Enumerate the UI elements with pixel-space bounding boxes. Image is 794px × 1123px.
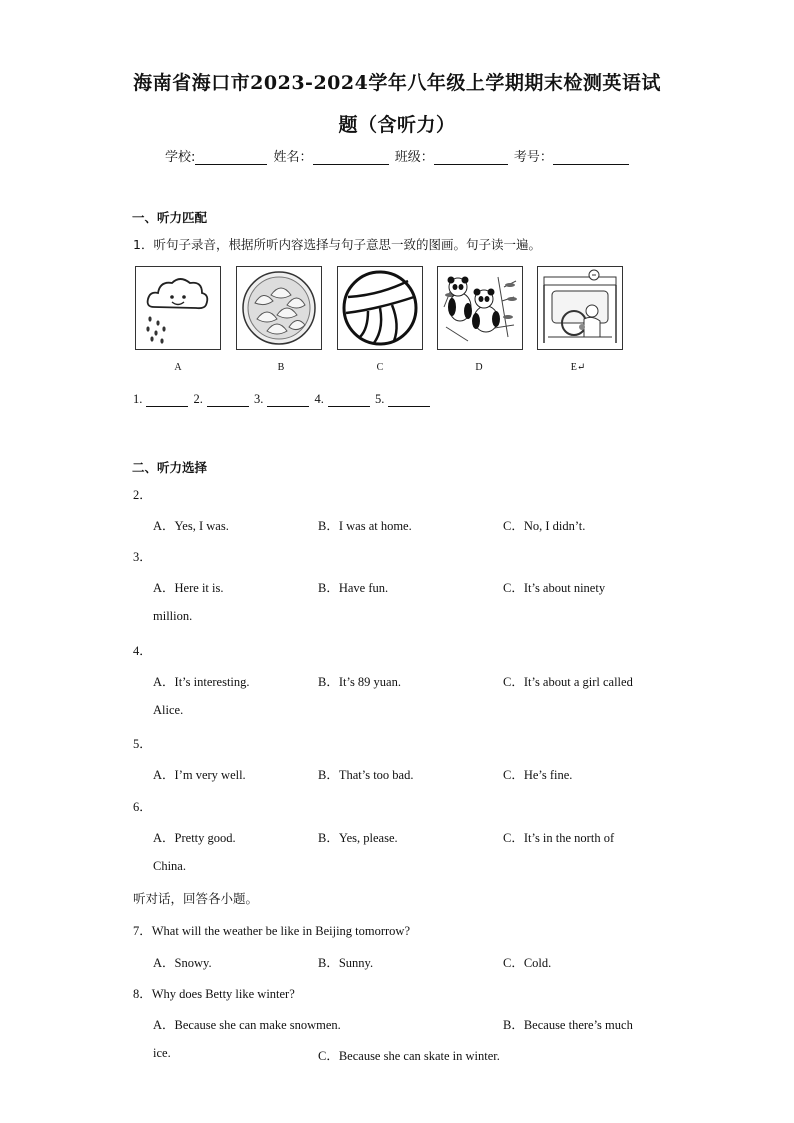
answer-blank-4[interactable] [328, 394, 370, 407]
question-3-option-a[interactable]: A．Here it is. [153, 581, 224, 595]
picture-e [537, 266, 623, 350]
question-3-number: 3． [133, 550, 152, 564]
answer-label-1: 1. [133, 392, 143, 406]
matching-answer-line [133, 392, 432, 407]
question-8-text: 8．Why does Betty like winter? [133, 987, 295, 1001]
pandas-icon [438, 267, 522, 349]
question-8-option-a[interactable]: A．Because she can make snowmen. [153, 1018, 341, 1032]
question-4-number: 4． [133, 644, 152, 658]
question-7-option-b[interactable]: B．Sunny. [318, 956, 374, 970]
student-info-line [165, 146, 631, 165]
question-7-option-c[interactable]: C．Cold. [503, 956, 552, 970]
question-8-option-b-continued: ice. [153, 1046, 171, 1060]
section-1-instruction: 1．听句子录音，根据所听内容选择与句子意思一致的图画。句子读一遍。 [133, 237, 541, 252]
picture-b-label: B [277, 362, 285, 373]
question-6-option-c[interactable]: C．It’s in the north of [503, 831, 615, 845]
volleyball-icon [338, 267, 422, 349]
question-3-option-c-continued: million. [153, 609, 193, 623]
question-3-option-c[interactable]: C．It’s about ninety [503, 581, 606, 595]
answer-label-4: 4. [314, 392, 324, 406]
question-7-text: 7．What will the weather be like in Beijing tomorrow? [133, 924, 411, 938]
answer-blank-5[interactable] [388, 394, 430, 407]
question-8-option-c[interactable]: C．Because she can skate in winter. [318, 1049, 500, 1063]
section-2-heading: 二、听力选择 [132, 460, 208, 475]
answer-blank-3[interactable] [267, 394, 309, 407]
class-blank[interactable] [434, 151, 508, 165]
question-5-number: 5． [133, 737, 152, 751]
question-4-option-c-continued: Alice. [153, 703, 184, 717]
name-blank[interactable] [313, 151, 389, 165]
question-6-option-c-continued: China. [153, 859, 186, 873]
picture-a [135, 266, 221, 350]
picture-d [437, 266, 523, 350]
picture-c [337, 266, 423, 350]
question-2-option-c[interactable]: C．No, I didn’t. [503, 519, 586, 533]
picture-a-label: A [174, 362, 182, 373]
question-5-option-c[interactable]: C．He’s fine. [503, 768, 573, 782]
picture-d-label: D [475, 362, 483, 373]
picture-b [236, 266, 322, 350]
question-4-option-a[interactable]: A．It’s interesting. [153, 675, 250, 689]
question-8-option-b[interactable]: B．Because there’s much [503, 1018, 633, 1032]
number-blank[interactable] [553, 151, 629, 165]
section-1-heading: 一、听力匹配 [132, 210, 208, 225]
page-title-line-2: 题（含听力） [338, 114, 456, 136]
driving-car-icon [538, 267, 622, 349]
answer-label-5: 5. [375, 392, 385, 406]
question-6-option-a[interactable]: A．Pretty good. [153, 831, 236, 845]
question-2-option-a[interactable]: A．Yes, I was. [153, 519, 229, 533]
class-label: 班级： [394, 150, 434, 165]
question-7-option-a[interactable]: A．Snowy. [153, 956, 212, 970]
school-label: 学校: [165, 150, 196, 165]
school-blank[interactable] [195, 151, 267, 165]
name-label: 姓名： [273, 150, 313, 165]
answer-label-2: 2. [193, 392, 203, 406]
picture-c-label: C [376, 362, 384, 373]
question-4-option-b[interactable]: B．It’s 89 yuan. [318, 675, 401, 689]
question-4-option-c[interactable]: C．It’s about a girl called [503, 675, 633, 689]
question-3-option-b[interactable]: B．Have fun. [318, 581, 389, 595]
answer-blank-1[interactable] [146, 394, 188, 407]
number-label: 考号： [513, 150, 553, 165]
page-title-line-1: 海南省海口市2023-2024学年八年级上学期期末检测英语试 [133, 72, 661, 94]
raining-cloud-icon [136, 267, 220, 349]
question-5-option-b[interactable]: B．That’s too bad. [318, 768, 414, 782]
answer-label-3: 3. [254, 392, 264, 406]
picture-e-label: E↵ [570, 362, 586, 373]
answer-blank-2[interactable] [207, 394, 249, 407]
question-6-number: 6． [133, 800, 152, 814]
question-2-number: 2． [133, 488, 152, 502]
dumplings-icon [237, 267, 321, 349]
question-2-option-b[interactable]: B．I was at home. [318, 519, 412, 533]
question-5-option-a[interactable]: A．I’m very well. [153, 768, 246, 782]
dialogue-instruction: 听对话，回答各小题。 [133, 891, 259, 906]
question-6-option-b[interactable]: B．Yes, please. [318, 831, 398, 845]
